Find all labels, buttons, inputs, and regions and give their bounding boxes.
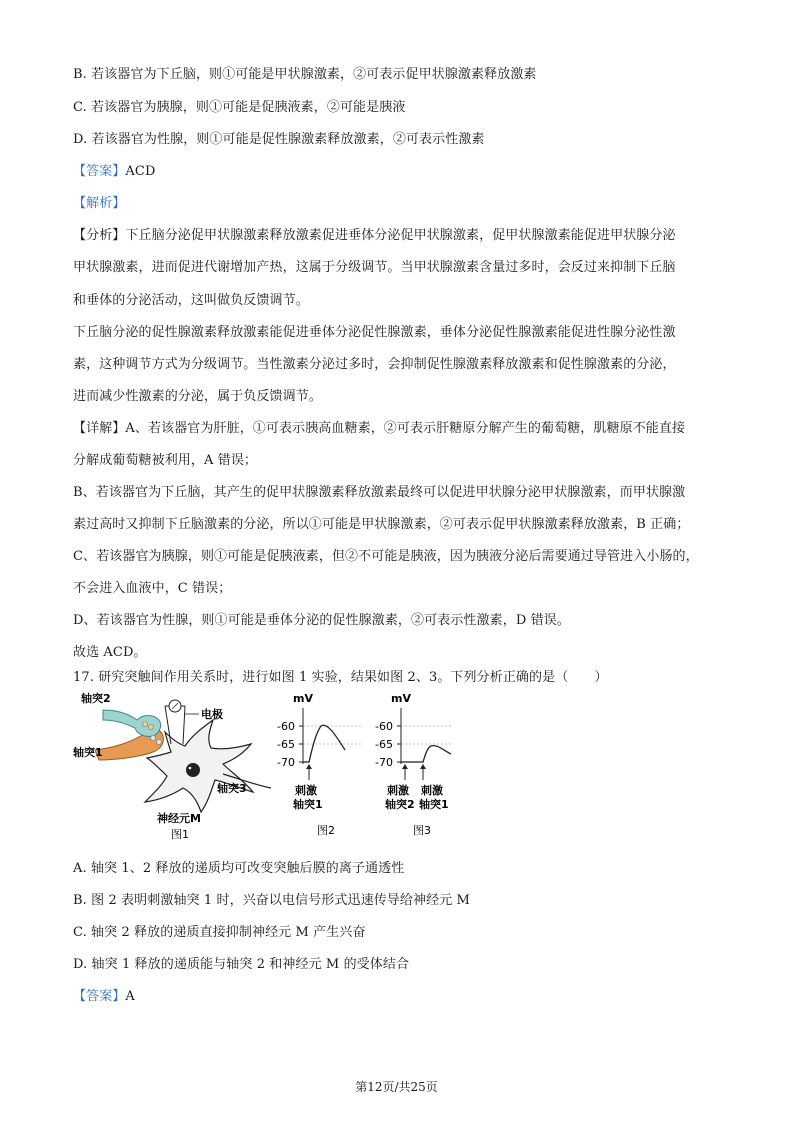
option-d-line: D. 若该器官为性腺，则①可能是促性腺激素释放激素，②可表示性激素 <box>73 132 485 147</box>
xiangjie-line-1 <box>73 420 685 438</box>
option-c-line: C. 若该器官为胰腺，则①可能是促胰液素，②可能是胰液 <box>73 100 406 115</box>
fenxi-line-1 <box>73 227 676 245</box>
fig2-tick-65: -65 <box>277 738 295 751</box>
selection-line: 故选 ACD。 <box>73 645 147 660</box>
xiangjie-text-1: A、若该器官为肝脏，①可表示胰高血糖素，②可表示肝糖原分解产生的葡萄糖，肌糖原不能直接 <box>125 421 686 436</box>
xiangjie-tag: 【详解】 <box>73 421 126 436</box>
fig3-stim-b-axon: 轴突1 <box>419 798 449 811</box>
option-c: C. 轴突 2 释放的递质直接抑制神经元 M 产生兴奋 <box>73 925 366 940</box>
fig3-tick-70: -70 <box>375 756 393 769</box>
detail-b-line-2: 素过高时又抑制下丘脑激素的分泌，所以①可能是甲状腺激素，②可表示促甲状腺激素释放激素，B 正确； <box>73 517 690 532</box>
fig3-stim-a: 刺激 <box>387 784 409 797</box>
answer-line <box>73 163 155 181</box>
fig3-stim-a-axon: 轴突2 <box>385 798 415 811</box>
answer-tag: 【答案】 <box>73 164 126 179</box>
answer-2-value: A <box>125 989 135 1004</box>
option-b-line: B. 若该器官为下丘脑，则①可能是甲状腺激素，②可表示促甲状腺激素释放激素 <box>73 67 537 82</box>
fig3-unit: mV <box>391 692 411 705</box>
analysis-tag: 【解析】 <box>73 196 126 211</box>
figure-2 <box>277 692 363 837</box>
fig2-trace <box>303 725 345 762</box>
fig2-tick-70: -70 <box>277 756 295 769</box>
label-axon-3: 轴突3 <box>217 782 247 795</box>
label-axon-1: 轴突1 <box>73 746 103 759</box>
figure-3-caption: 图3 <box>413 824 431 837</box>
fig3-tick-60: -60 <box>375 720 393 733</box>
figure-2-caption: 图2 <box>317 824 335 837</box>
neuron-m-nucleus <box>186 763 200 777</box>
option-d: D. 轴突 1 释放的递质能与轴突 2 和神经元 M 的受体结合 <box>73 957 410 972</box>
para-line-3: 进而减少性激素的分泌，属于负反馈调节。 <box>73 389 322 404</box>
label-electrode: 电极 <box>201 708 223 721</box>
fig2-stim-axon: 轴突1 <box>293 798 323 811</box>
figure-3 <box>375 692 453 837</box>
detail-c-line-2: 不会进入血液中，C 错误； <box>73 581 232 596</box>
xiangjie-line-2: 分解成葡萄糖被利用，A 错误； <box>73 453 258 468</box>
option-b: B. 图 2 表明刺激轴突 1 时，兴奋以电信号形式迅速传导给神经元 M <box>73 893 470 908</box>
fig2-unit: mV <box>293 692 313 705</box>
fenxi-line-2: 甲状腺激素，进而促进代谢增加产热，这属于分级调节。当甲状腺激素含量过多时，会反过来抑制下丘脑 <box>73 260 676 275</box>
detail-b-line-1: B、若该器官为下丘脑，其产生的促甲状腺激素释放激素最终可以促进甲状腺分泌甲状腺激素，而甲状腺激 <box>73 485 686 500</box>
answer-2-line <box>73 988 135 1006</box>
para-line-1: 下丘脑分泌的促性腺激素释放激素能促进垂体分泌促性腺激素，垂体分泌促性腺激素能促进性腺分泌性激 <box>73 325 676 340</box>
label-neuron-m: 神经元M <box>157 812 201 825</box>
fig2-tick-60: -60 <box>277 720 295 733</box>
label-axon-2: 轴突2 <box>81 692 111 705</box>
option-a: A. 轴突 1、2 释放的递质均可改变突触后膜的离子通透性 <box>73 861 405 876</box>
fenxi-line-3: 和垂体的分泌活动，这叫做负反馈调节。 <box>73 293 309 308</box>
fenxi-tag: 【分析】 <box>73 228 126 243</box>
para-line-2: 素，这种调节方式为分级调节。当性激素分泌过多时，会抑制促性腺激素释放激素和促性腺激素的分泌， <box>73 357 676 372</box>
figure-1-caption: 图1 <box>171 828 189 841</box>
fenxi-text-1: 下丘脑分泌促甲状腺激素释放激素促进垂体分泌促甲状腺激素，促甲状腺激素能促进甲状腺分泌 <box>125 228 676 243</box>
answer-2-tag: 【答案】 <box>73 989 126 1004</box>
question-17: 17. 研究突触间作用关系时，进行如图 1 实验，结果如图 2、3。下列分析正确的是（ ） <box>73 670 608 685</box>
detail-d-line: D、若该器官为性腺，则①可能是垂体分泌的促性腺激素，②可表示性激素，D 错误。 <box>73 613 570 628</box>
question-figure <box>73 688 453 848</box>
page-footer: 第12页/共25页 <box>355 1080 438 1094</box>
figure-1 <box>73 691 271 841</box>
answer-value: ACD <box>125 164 156 179</box>
fig3-tick-65: -65 <box>375 738 393 751</box>
axon-2-shape <box>103 710 161 737</box>
fig3-stim-b: 刺激 <box>421 784 443 797</box>
detail-c-line-1: C、若该器官为胰腺，则①可能是促胰液素，但②不可能是胰液，因为胰液分泌后需要通过导管进入小肠的， <box>73 549 699 564</box>
fig3-trace <box>401 746 451 762</box>
fig2-stim: 刺激 <box>295 784 317 797</box>
